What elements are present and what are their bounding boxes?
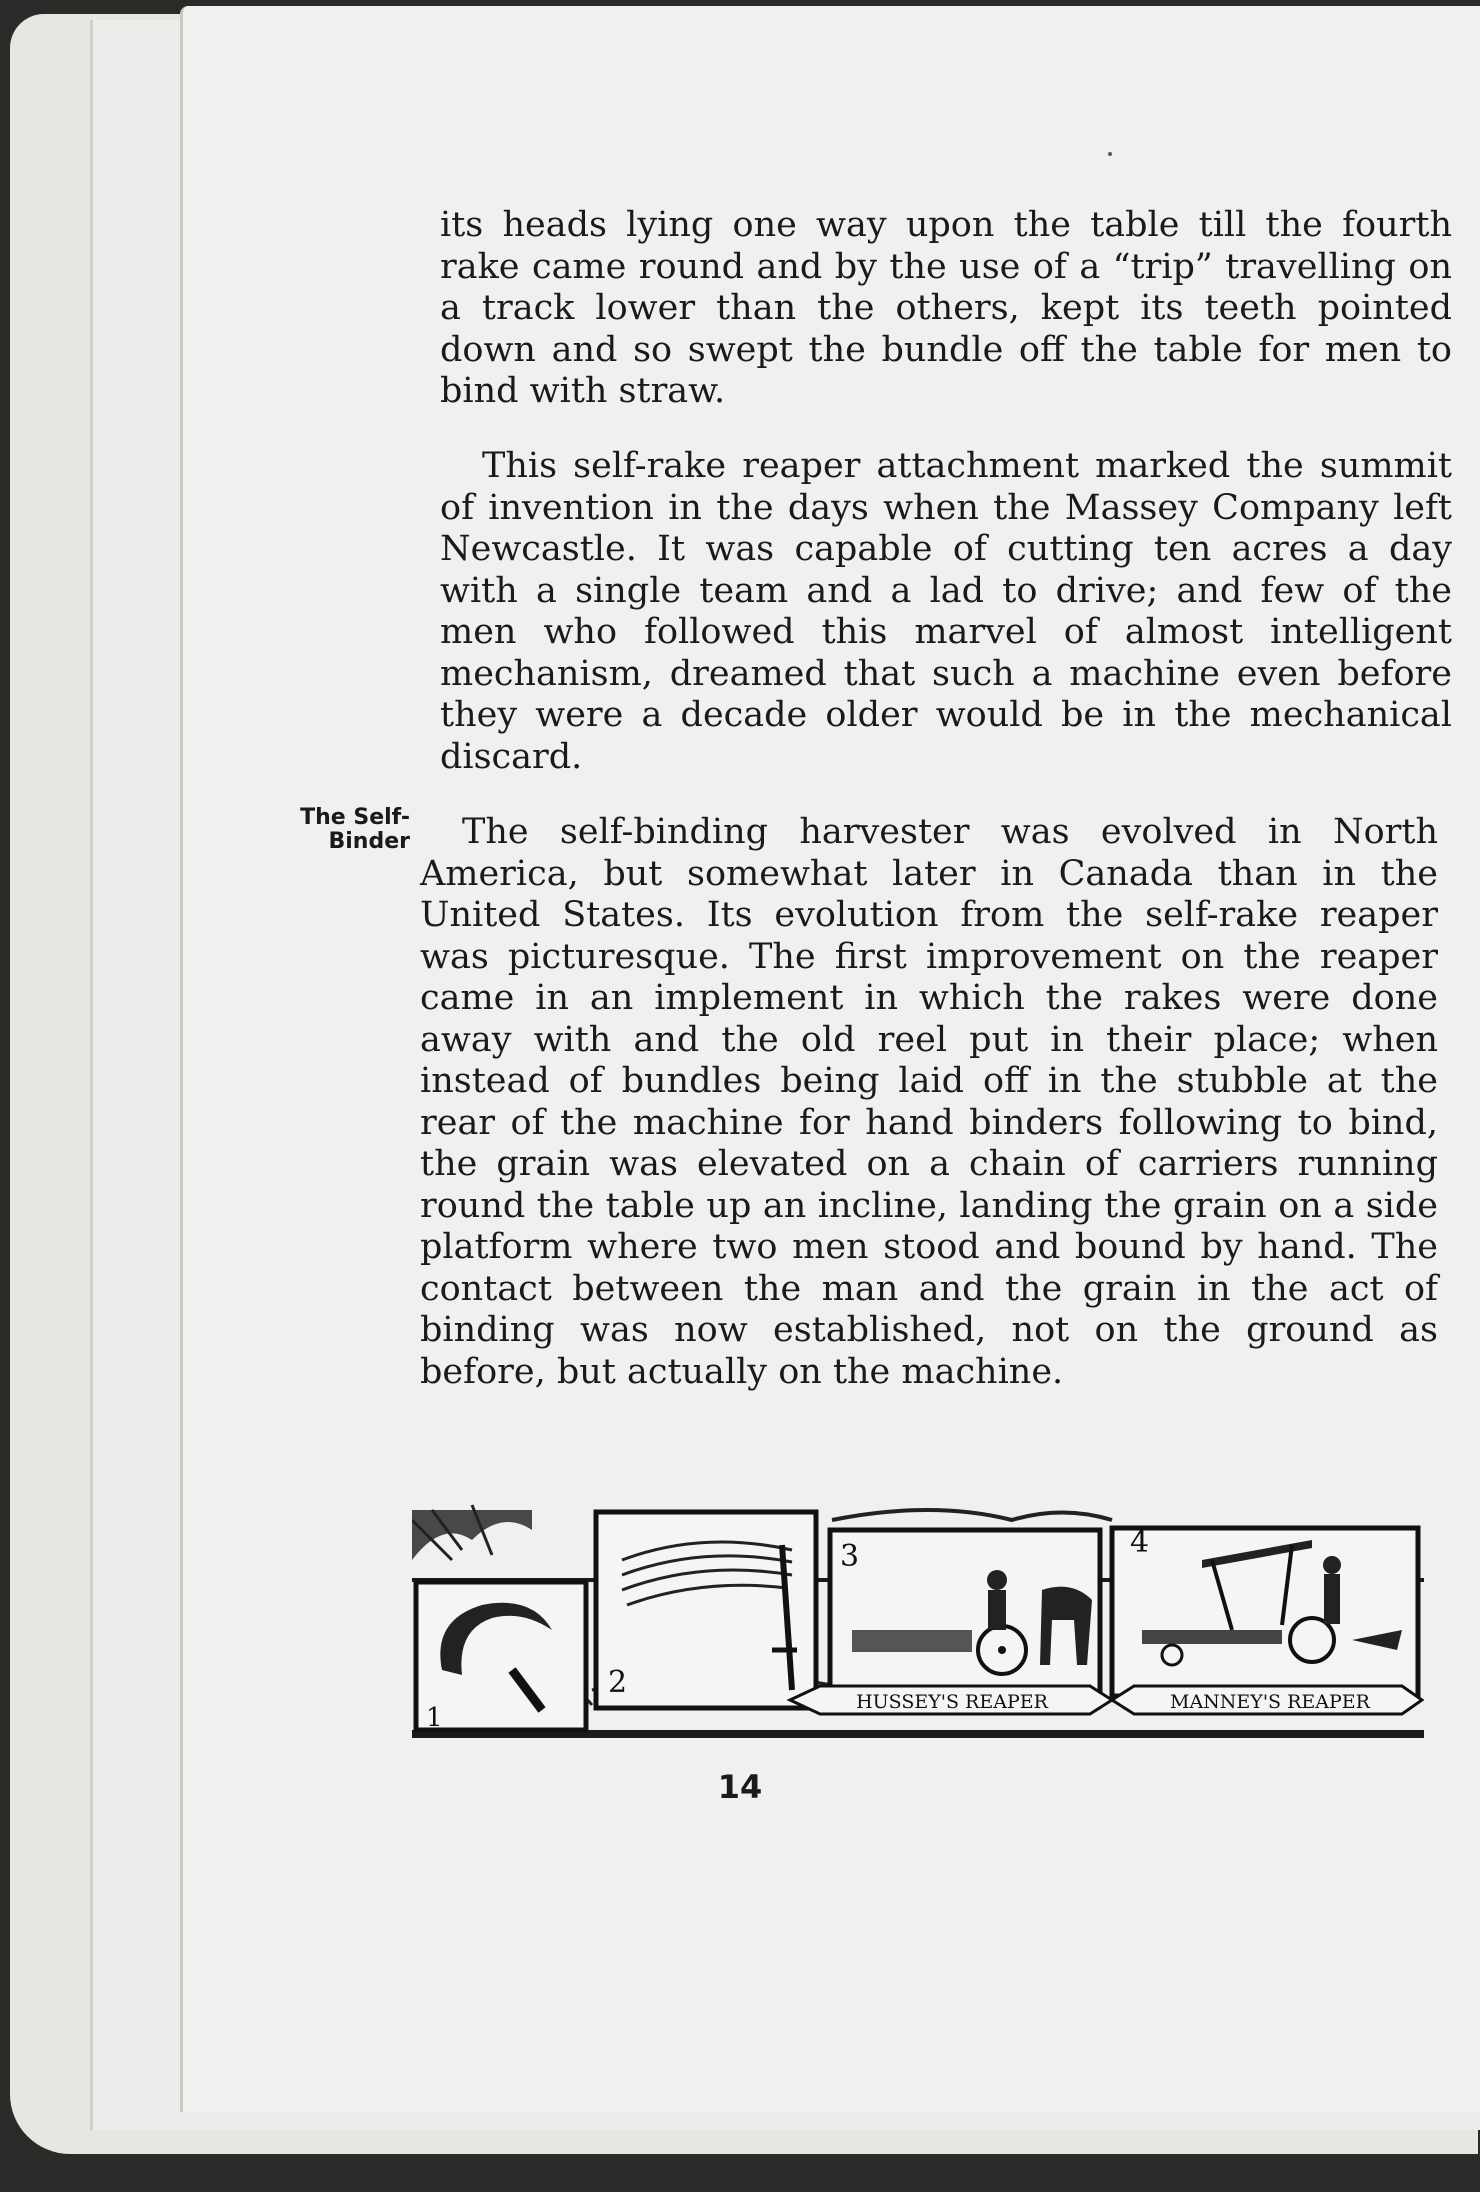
paragraph-continuation: its heads lying one way upon the table till the fourth rake came round and by the use of a “trip” travelling on a track lower than the others, kept its teeth pointed down and so swept the bundle off the table for men to bind with straw.: [440, 205, 1452, 411]
panel-4-manney-reaper: [1112, 1528, 1418, 1696]
panel-1-number: 1: [426, 1703, 443, 1733]
panel-3-number: 3: [840, 1539, 860, 1574]
margin-heading-line1: The Self-: [300, 805, 410, 830]
margin-heading: [250, 806, 410, 854]
margin-heading-line2: Binder: [328, 829, 410, 854]
illustration-svg: [412, 1500, 1424, 1740]
speck: [1108, 152, 1112, 156]
panel-3-hussey-reaper: [830, 1510, 1112, 1698]
panel-2-number: 2: [608, 1665, 628, 1700]
banner-right-label: MANNEY'S REAPER: [1170, 1691, 1370, 1713]
banner-left-label: HUSSEY'S REAPER: [856, 1691, 1048, 1713]
page-number: 14: [717, 1768, 763, 1806]
panel-4-number: 4: [1130, 1525, 1150, 1560]
panel-2-scythe: [596, 1512, 816, 1708]
paragraph-self-binder: The self-binding harvester was evolved in North America, but somewhat later in Canada than in the United States. Its evolution from the self-rake reaper was picturesque. The first improvement on the reaper came in an implement in which the rakes were done away with and the old reel put in their place; when instead of bundles being laid off in the stubble at the rear of the machine for hand binders following to bind, the grain was elevated on a chain of carriers running round the table up an incline, landing the grain on a side platform where two men stood and bound by hand. The contact between the man and the grain in the act of binding was now established, not on the ground as before, but actually on the machine.: [420, 812, 1438, 1392]
harvest-tools-illustration: [412, 1500, 1424, 1740]
paragraph-self-rake: This self-rake reaper attachment marked the summit of invention in the days when the Massey Company left Newcastle. It was capable of cutting ten acres a day with a single team and a lad to drive; and few of the men who followed this marvel of almost intelligent mechanism, dreamed that such a machine even before they were a decade older would be in the mechanical discard.: [440, 446, 1452, 777]
